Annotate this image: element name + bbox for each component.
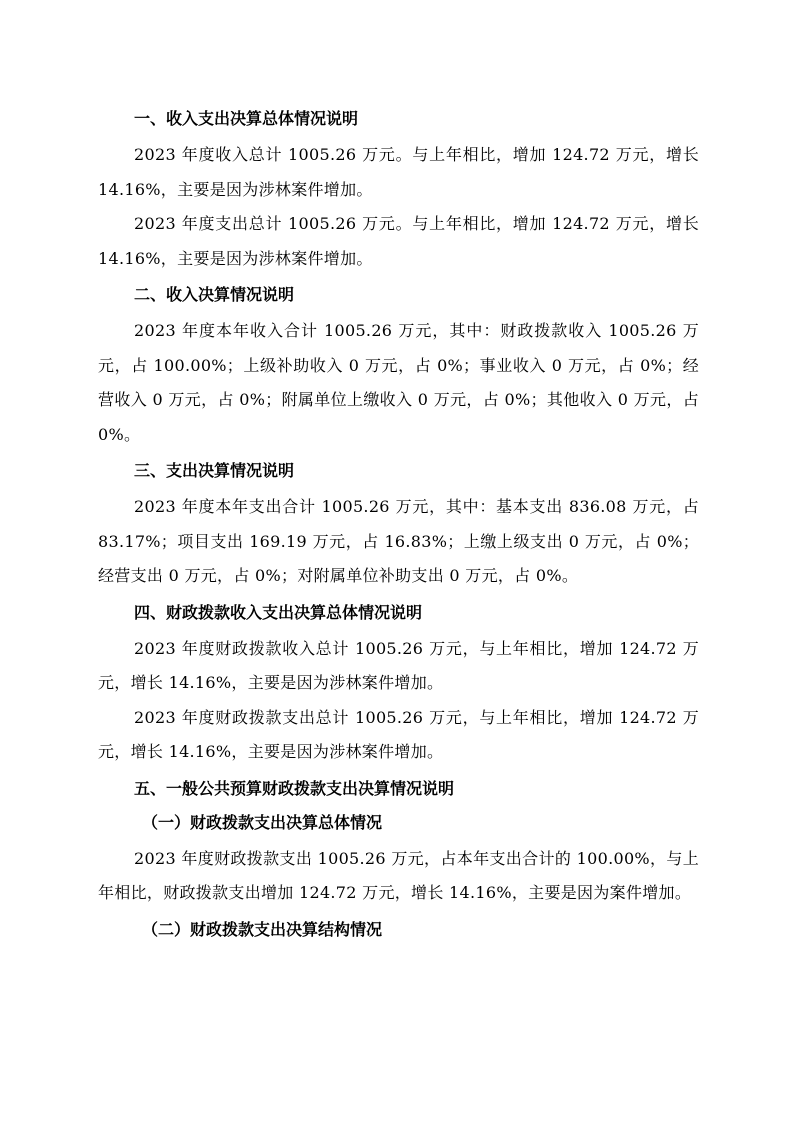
section-2-heading: 二、收入决算情况说明 [134,285,295,304]
section-5-1-paragraph: 2023 年度财政拨款支出 1005.26 万元，占本年支出合计的 100.00%，与上年相比，财政拨款支出增加 124.72 万元，增长 14.16%，主要是因为案件增加。 [98,848,699,902]
section-1-paragraph-income: 2023 年度收入总计 1005.26 万元。与上年相比，增加 124.72 万元，增长 14.16%，主要是因为涉林案件增加。 [98,145,699,199]
document-page [98,100,699,940]
section-3-paragraph: 2023 年度本年支出合计 1005.26 万元，其中：基本支出 836.08 万元，占 83.17%；项目支出 169.19 万元，占 16.83%；上缴上级支出 0 万元，占 0%；经营支出 0 万元，占 0%；对附属单位补助支出 0 万元，占 0%。 [98,497,699,585]
section-4-paragraph-expenditure: 2023 年度财政拨款支出总计 1005.26 万元，与上年相比，增加 124.72 万元，增长 14.16%，主要是因为涉林案件增加。 [98,707,699,761]
section-4-paragraph-income: 2023 年度财政拨款收入总计 1005.26 万元，与上年相比，增加 124.72 万元，增长 14.16%，主要是因为涉林案件增加。 [98,638,699,692]
section-1-heading: 一、收入支出决算总体情况说明 [134,109,359,128]
section-3-heading: 三、支出决算情况说明 [134,461,295,480]
section-2-paragraph: 2023 年度本年收入合计 1005.26 万元，其中：财政拨款收入 1005.26 万元，占 100.00%；上级补助收入 0 万元，占 0%；事业收入 0 万元，占 0%；经营收入 0 万元，占 0%；附属单位上缴收入 0 万元，占 0%；其他收入 0 万元，占 0%。 [98,321,699,444]
section-5-1-heading: （一）财政拨款支出决算总体情况 [142,812,383,832]
section-5-2-heading: （二）财政拨款支出决算结构情况 [142,919,383,939]
section-4-heading: 四、财政拨款收入支出决算总体情况说明 [134,602,423,622]
section-5-heading: 五、一般公共预算财政拨款支出决算情况说明 [134,778,455,798]
section-1-paragraph-expenditure: 2023 年度支出总计 1005.26 万元。与上年相比，增加 124.72 万元，增长 14.16%，主要是因为涉林案件增加。 [98,214,699,268]
